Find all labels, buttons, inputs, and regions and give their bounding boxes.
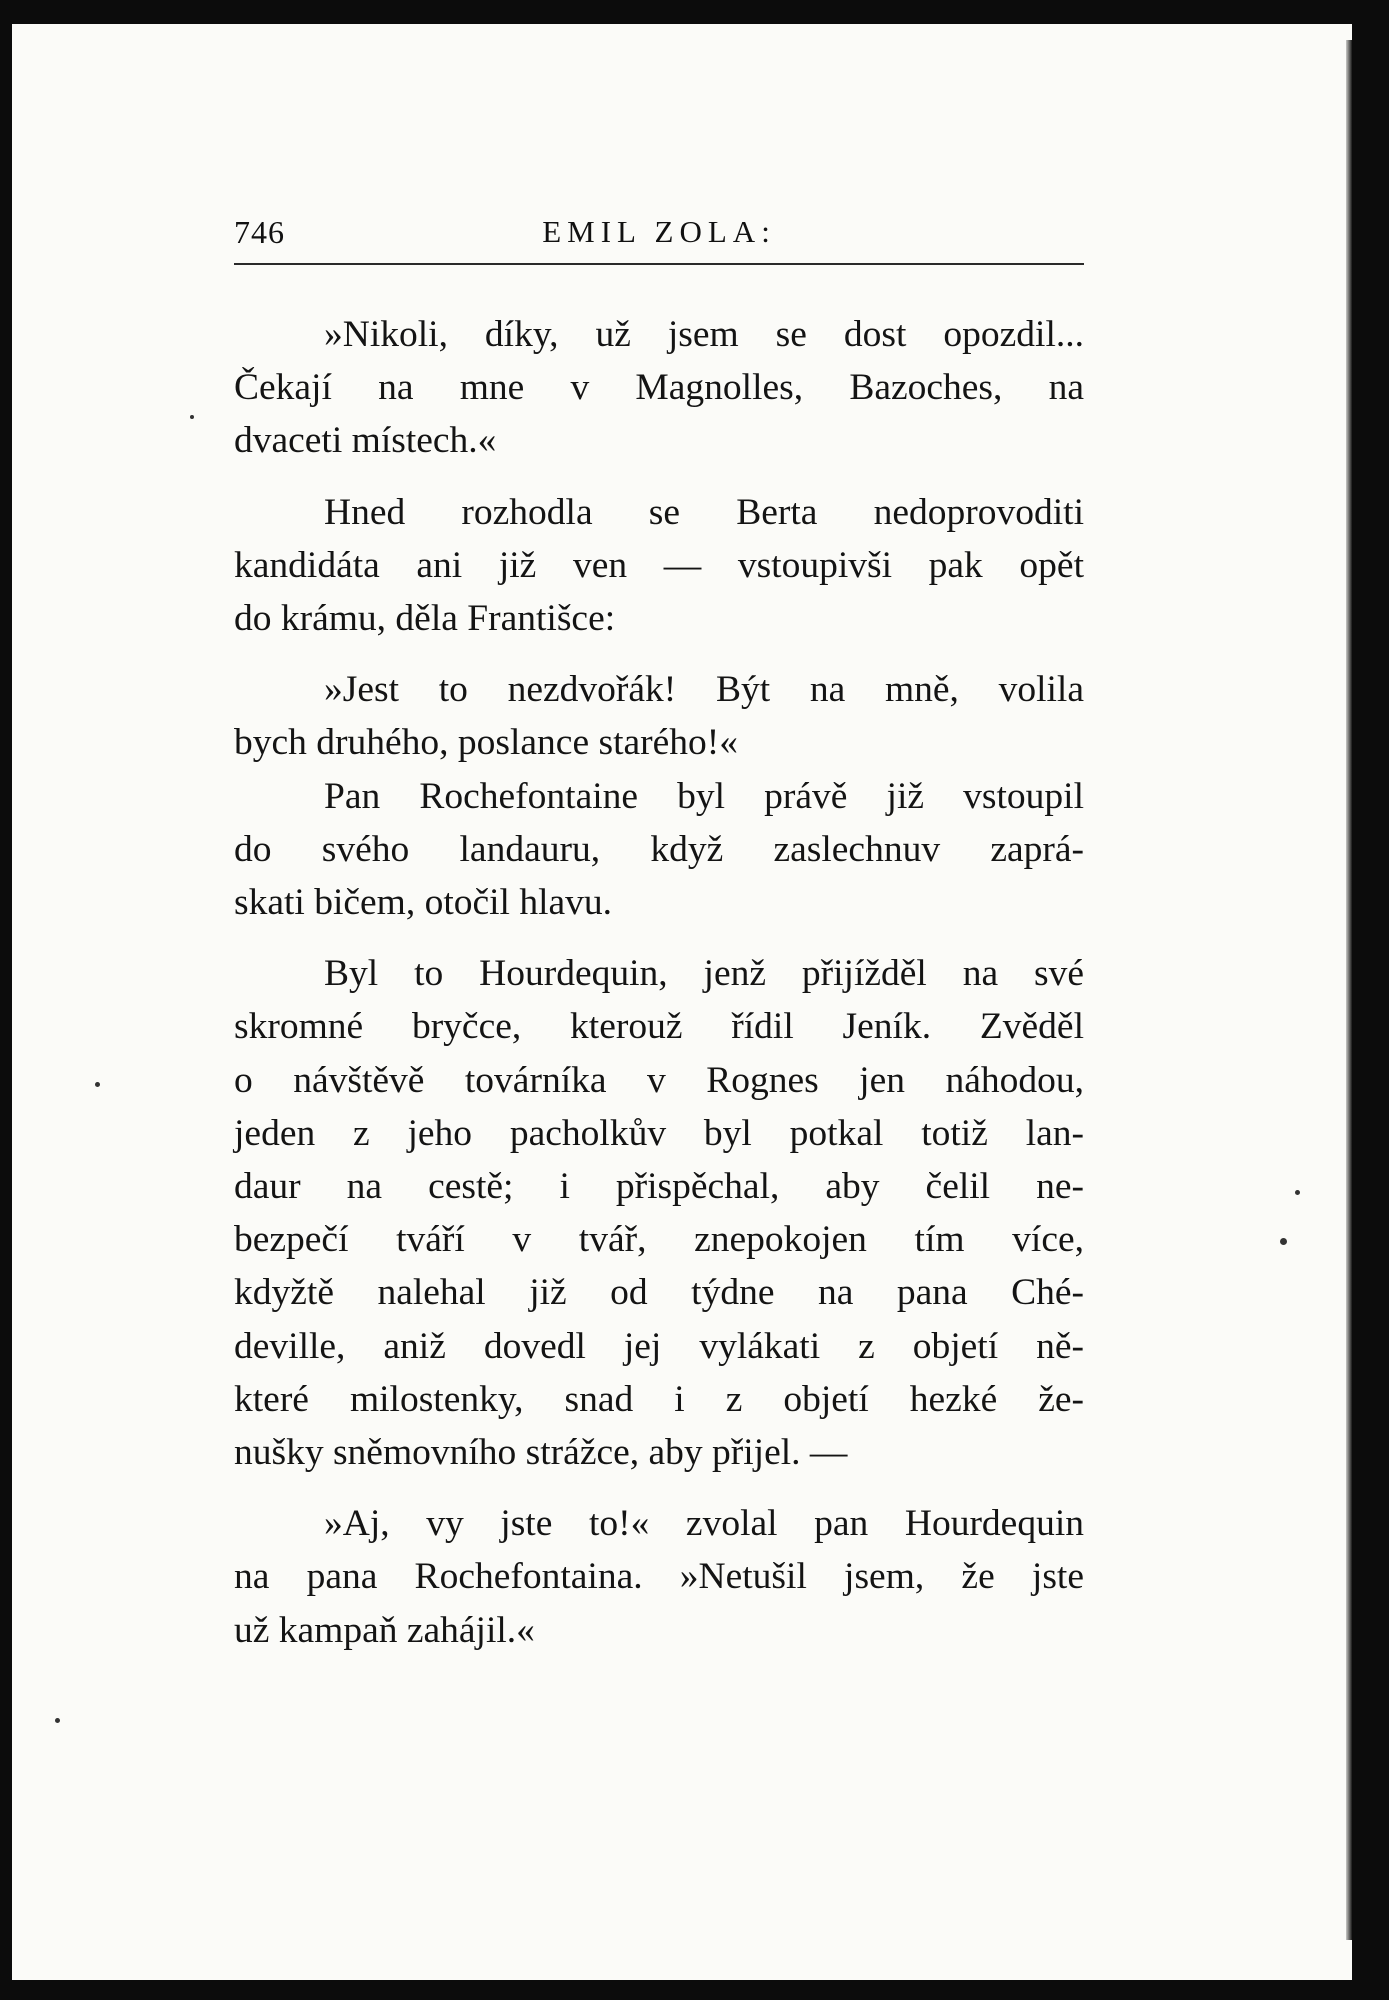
- paragraph: [234, 770, 1084, 930]
- scan-speck: [190, 415, 194, 419]
- page-number: 746: [234, 214, 285, 250]
- text-line: deville, aniž dovedl jej vylákati z objetí ně-: [234, 1325, 1084, 1367]
- scan-speck: [55, 1718, 60, 1723]
- text-line: bych druhého, poslance starého!«: [234, 722, 738, 764]
- page-edge-shadow: [1346, 40, 1352, 1940]
- page-header: [234, 208, 1084, 268]
- text-line: které milostenky, snad i z objetí hezké že-: [234, 1378, 1084, 1420]
- text-line: kdyžtě nalehal již od týdne na pana Ché-: [234, 1272, 1084, 1314]
- scan-speck: [1295, 1190, 1300, 1195]
- paragraph: [234, 947, 1084, 1479]
- paragraph: [234, 663, 1084, 769]
- text-line: jeden z jeho pacholkův byl potkal totiž lan-: [234, 1112, 1084, 1154]
- text-line: skati bičem, otočil hlavu.: [234, 882, 613, 924]
- text-line: Čekají na mne v Magnolles, Bazoches, na: [234, 367, 1084, 409]
- text-line: Byl to Hourdequin, jenž přijížděl na své: [324, 953, 1084, 995]
- text-line: už kampaň zahájil.«: [234, 1609, 535, 1651]
- text-line: Hned rozhodla se Berta nedoprovoditi: [324, 491, 1084, 533]
- header-rule: [234, 263, 1084, 265]
- text-line: kandidáta ani již ven — vstoupivši pak opět: [234, 544, 1084, 586]
- text-line: o návštěvě továrníka v Rognes jen náhodou,: [234, 1059, 1084, 1101]
- text-line: daur na cestě; i přispěchal, aby čelil ne-: [234, 1166, 1084, 1208]
- text-line: na pana Rochefontaina. »Netušil jsem, že jste: [234, 1556, 1084, 1598]
- body-text: [234, 308, 1084, 1657]
- paragraph: [234, 308, 1084, 468]
- paragraph: [234, 486, 1084, 646]
- scan-speck: [95, 1082, 100, 1087]
- text-line: bezpečí tváří v tvář, znepokojen tím více,: [234, 1219, 1084, 1261]
- text-line: Pan Rochefontaine byl právě již vstoupil: [324, 775, 1084, 817]
- text-line: nušky sněmovního strážce, aby přijel. —: [234, 1432, 848, 1474]
- scan-speck: [1280, 1238, 1287, 1245]
- text-line: do svého landauru, když zaslechnuv zaprá-: [234, 828, 1084, 870]
- text-line: »Aj, vy jste to!« zvolal pan Hourdequin: [324, 1503, 1084, 1545]
- text-line: do krámu, děla Františce:: [234, 598, 616, 640]
- paragraph: [234, 1497, 1084, 1657]
- text-line: skromné bryčce, kterouž řídil Jeník. Zvěděl: [234, 1006, 1084, 1048]
- running-head: EMIL ZOLA:: [542, 214, 776, 249]
- text-line: »Jest to nezdvořák! Být na mně, volila: [324, 669, 1084, 711]
- text-line: dvaceti místech.«: [234, 420, 497, 462]
- text-line: »Nikoli, díky, už jsem se dost opozdil...: [324, 314, 1084, 355]
